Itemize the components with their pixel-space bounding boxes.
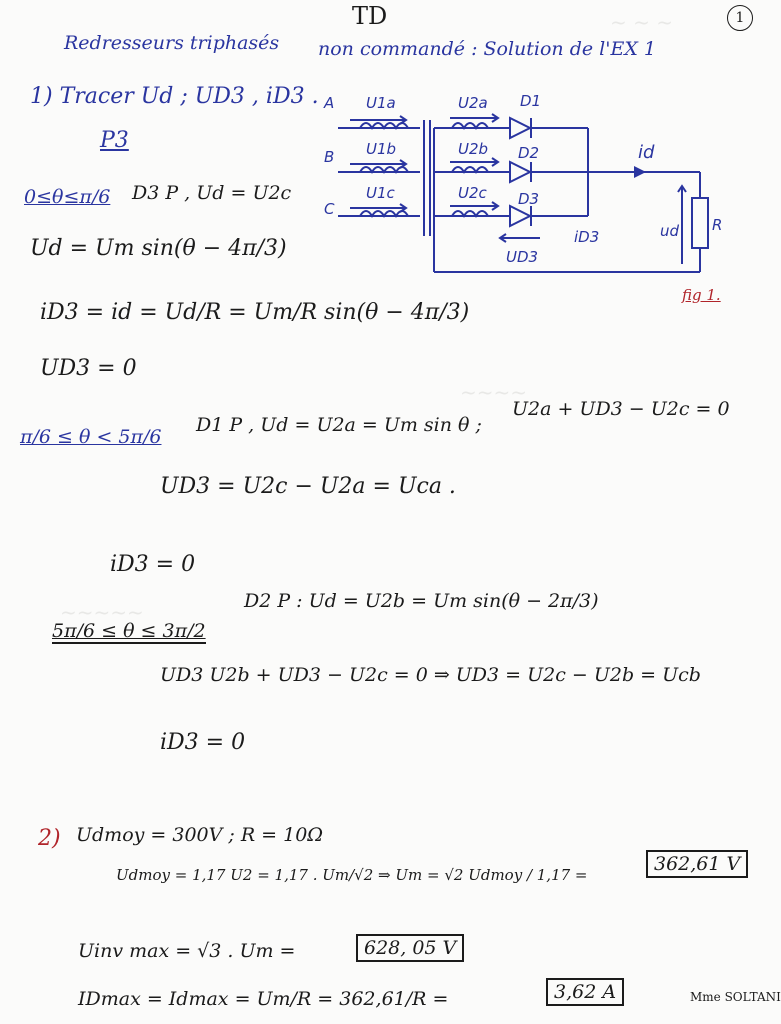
secondary-label: U2a (458, 94, 488, 112)
bleed-through: ~ ~ ~ (610, 10, 673, 34)
eq-ud3-2: UD3 = U2c − U2a = Uca . (160, 474, 456, 499)
author-name: Mme SOLTANI (690, 990, 781, 1004)
eq-ud3: UD3 = 0 (40, 356, 137, 381)
eq-id3-2: iD3 = 0 (110, 552, 196, 577)
ud3-label: UD3 (506, 248, 539, 266)
phase-label: C (324, 200, 335, 218)
section-p3: P3 (100, 128, 129, 153)
phase-label: A (324, 94, 335, 112)
id-label: id (638, 142, 655, 163)
q2-line-2: Uinv max = √3 . Um = (78, 940, 296, 962)
q1-heading: 1) Tracer Ud ; UD3 , iD3 . (30, 84, 319, 109)
rectifier-circuit-diagram (320, 86, 740, 306)
eq-id3: iD3 = id = Ud/R = Um/R sin(θ − 4π/3) (40, 300, 470, 325)
interval-2-kvl: U2a + UD3 − U2c = 0 (512, 398, 730, 420)
interval-3-kvl: UD3 U2b + UD3 − U2c = 0 ⇒ UD3 = U2c − U2b = Ucb (160, 664, 701, 686)
interval-1: 0≤θ≤π/6 (24, 186, 111, 208)
diode-label: D3 (518, 190, 540, 208)
page-title: TD (352, 2, 388, 30)
eq-id3-3: iD3 = 0 (160, 730, 246, 755)
page-number-text: 1 (735, 10, 745, 26)
subtitle-left: Redresseurs triphasés (64, 32, 280, 54)
id3-label: iD3 (574, 228, 600, 246)
subtitle-right: non commandé : Solution de l'EX 1 (318, 38, 656, 60)
interval-2-condition: D1 P , Ud = U2a = Um sin θ ; (196, 414, 482, 436)
interval-2: π/6 ≤ θ < 5π/6 (20, 426, 162, 448)
uinv-result: 628, 05 V (356, 934, 464, 962)
figure-label: fig 1. (682, 286, 721, 304)
idmax-result: 3,62 A (546, 978, 624, 1006)
q2-line-1: Udmoy = 1,17 U2 = 1,17 . Um/√2 ⇒ Um = √2 Udmoy / 1,17 = (116, 866, 588, 884)
interval-3: 5π/6 ≤ θ ≤ 3π/2 (52, 620, 206, 642)
page-number (727, 5, 753, 31)
bleed-through: ~~~~~ (60, 600, 144, 624)
um-result: 362,61 V (646, 850, 748, 878)
primary-label: U1a (366, 94, 396, 112)
secondary-label: U2c (458, 184, 487, 202)
diode-label: D1 (520, 92, 542, 110)
interval-1-condition: D3 P , Ud = U2c (132, 182, 292, 204)
primary-label: U1c (366, 184, 395, 202)
q2-given: Udmoy = 300V ; R = 10Ω (76, 824, 324, 846)
interval-3-condition: D2 P : Ud = U2b = Um sin(θ − 2π/3) (244, 590, 599, 612)
q2-line-3: IDmax = Idmax = Um/R = 362,61/R = (78, 988, 449, 1010)
secondary-label: U2b (458, 140, 489, 158)
eq-ud: Ud = Um sin(θ − 4π/3) (30, 236, 287, 261)
r-label: R (712, 216, 723, 234)
q2-number: 2) (38, 826, 61, 851)
ud-label: ud (660, 222, 680, 240)
bleed-through: ~~~~ (460, 380, 528, 404)
phase-label: B (324, 148, 335, 166)
diode-label: D2 (518, 144, 540, 162)
primary-label: U1b (366, 140, 397, 158)
